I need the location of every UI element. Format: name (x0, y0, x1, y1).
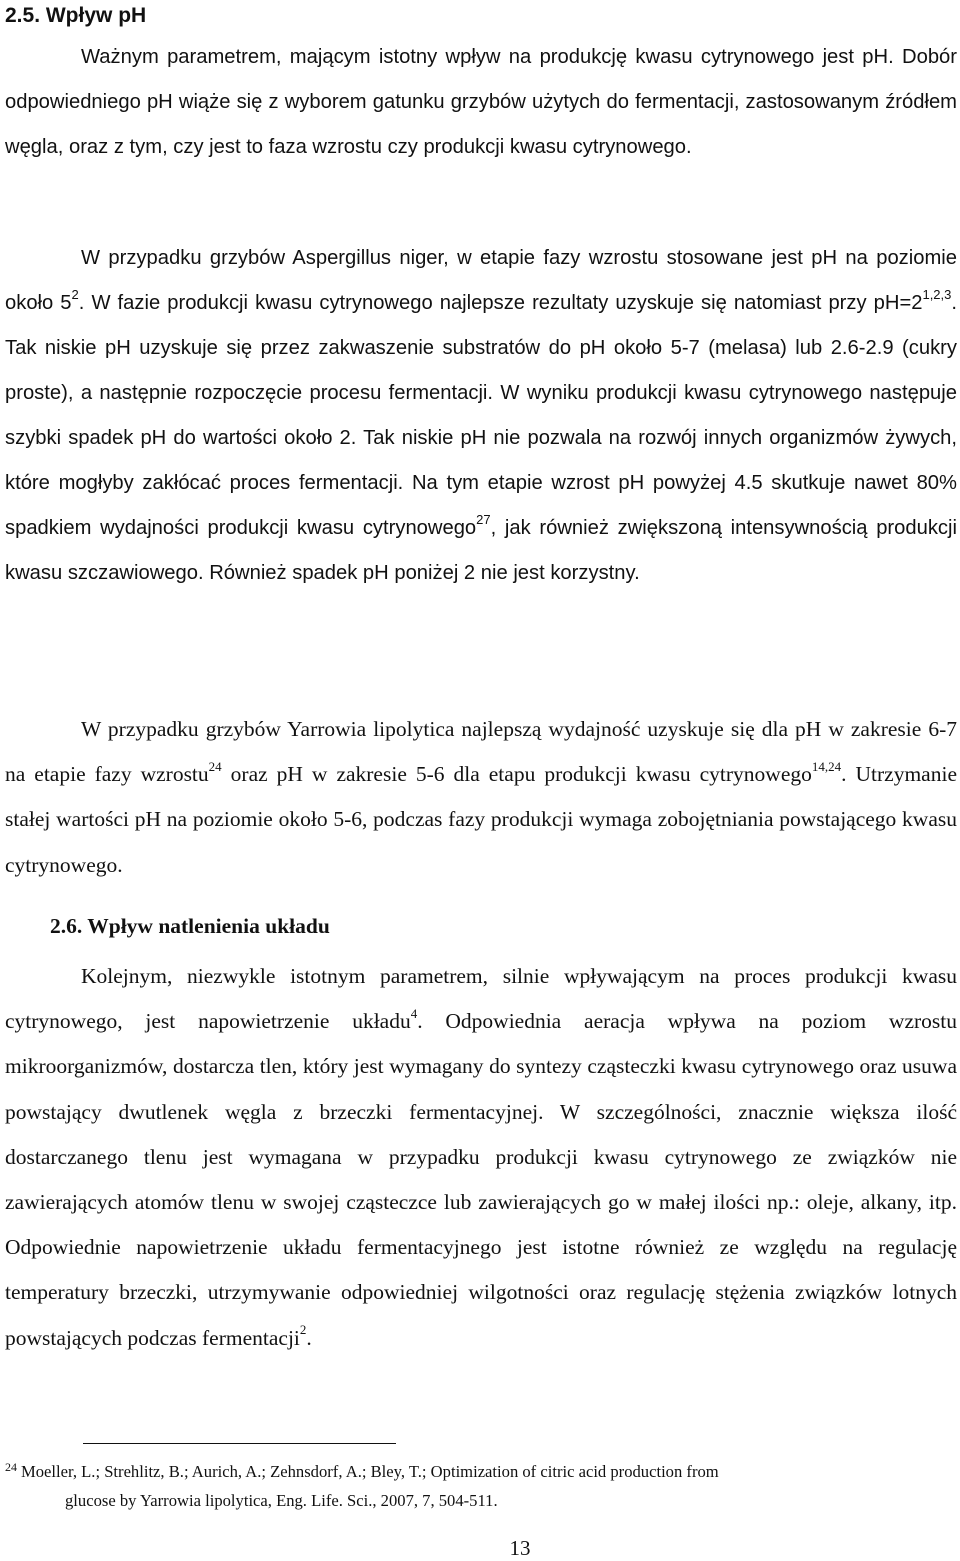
text-run: oraz pH w zakresie 5-6 dla etapu produkcji kwasu cytrynowego (221, 762, 812, 787)
text-run: W przypadku grzybów Yarrowia lipolytica najlepszą wydajność uzyskuje się dla pH w zakresie 6-7 na etapie fazy wzrostu (5, 717, 957, 787)
citation-sup: 1,2,3 (922, 287, 952, 303)
text-run: Kolejnym, niezwykle istotnym parametrem, silnie wpływającym na proces produkcji kwasu cytrynowego, jest napowietrzenie układu (5, 964, 957, 1034)
text-run: . (306, 1325, 312, 1350)
citation-sup: 27 (476, 512, 491, 528)
text-run: . Utrzymanie stałej wartości pH na poziomie około 5-6, podczas fazy produkcji wymaga zobojętniania powstającego kwasu cytrynowego. (5, 762, 957, 877)
text-run: W przypadku grzybów Aspergillus niger, w etapie fazy wzrostu stosowane jest pH na poziomie około 5 (5, 247, 957, 314)
citation-sup: 2 (299, 1322, 307, 1338)
footnote-line-2: glucose by Yarrowia lipolytica, Eng. Life. Sci., 2007, 7, 504-511. (65, 1491, 498, 1510)
section-heading-ph: 2.5. Wpływ pH (5, 4, 147, 27)
text-run: . Tak niskie pH uzyskuje się przez zakwaszenie substratów do pH około 5-7 (melasa) lub 2.6-2.9 (cukry proste), a następnie rozpoczęcie procesu fermentacji. W wyniku produkcji kwasu cytrynowego następuje szybki spadek pH do wartości około 2. Tak niskie pH nie pozwala na rozwój innych organizmów żywych, które mogłyby zakłócać proces fermentacji. Na tym etapie wzrost pH powyżej 4.5 skutkuje nawet 80% spadkiem wydajności produkcji kwasu cytrynowego (5, 292, 957, 539)
citation-sup: 24 (208, 759, 222, 775)
paragraph-aeration (5, 954, 957, 1361)
text-run: . Odpowiednia aeracja wpływa na poziom wzrostu mikroorganizmów, dostarcza tlen, który jest wymagany do syntezy cząsteczki kwasu cytrynowego oraz usuwa powstający dwutlenek węgla z brzeczki fermentacyjnej. W szczególności, znacznie większa ilość dostarczanego tlenu jest wymagana w przypadku produkcji kwasu cytrynowego ze związków nie zawierających atomów tlenu w swojej cząsteczce lub zawierających go w małej ilości np.: oleje, alkany, itp. Odpowiednie napowietrzenie układu fermentacyjnego jest istotne również ze względu na regulację temperatury brzeczki, utrzymywanie odpowiedniej wilgotności oraz regulację stężenia związków lotnych powstających podczas fermentacji (5, 1009, 957, 1350)
text-run: , jak również zwiększoną intensywnością produkcji kwasu szczawiowego. Również spadek pH poniżej 2 nie jest korzystny. (5, 517, 957, 584)
footnote (5, 1458, 960, 1515)
citation-sup: 2 (71, 287, 79, 303)
paragraph-aspergillus (5, 236, 957, 596)
paragraph-intro-ph: Ważnym parametrem, mającym istotny wpływ na produkcję kwasu cytrynowego jest pH. Dobór odpowiedniego pH wiąże się z wyborem gatunku grzybów użytych do fermentacji, zastosowanym źródłem węgla, oraz z tym, czy jest to faza wzrostu czy produkcji kwasu cytrynowego. (5, 46, 957, 158)
footnote-line-1: Moeller, L.; Strehlitz, B.; Aurich, A.; Zehnsdorf, A.; Bley, T.; Optimization of citric acid production from (21, 1462, 719, 1481)
text-run: . W fazie produkcji kwasu cytrynowego najlepsze rezultaty uzyskuje się natomiast przy pH=2 (78, 292, 923, 314)
citation-sup: 14,24 (811, 759, 842, 775)
page-number: 13 (509, 1536, 531, 1560)
citation-sup: 4 (410, 1006, 418, 1022)
footnote-marker: 24 (5, 1460, 17, 1474)
footnote-divider (83, 1443, 396, 1444)
paragraph-yarrowia (5, 707, 957, 888)
section-heading-aeration: 2.6. Wpływ natlenienia układu (50, 914, 330, 938)
